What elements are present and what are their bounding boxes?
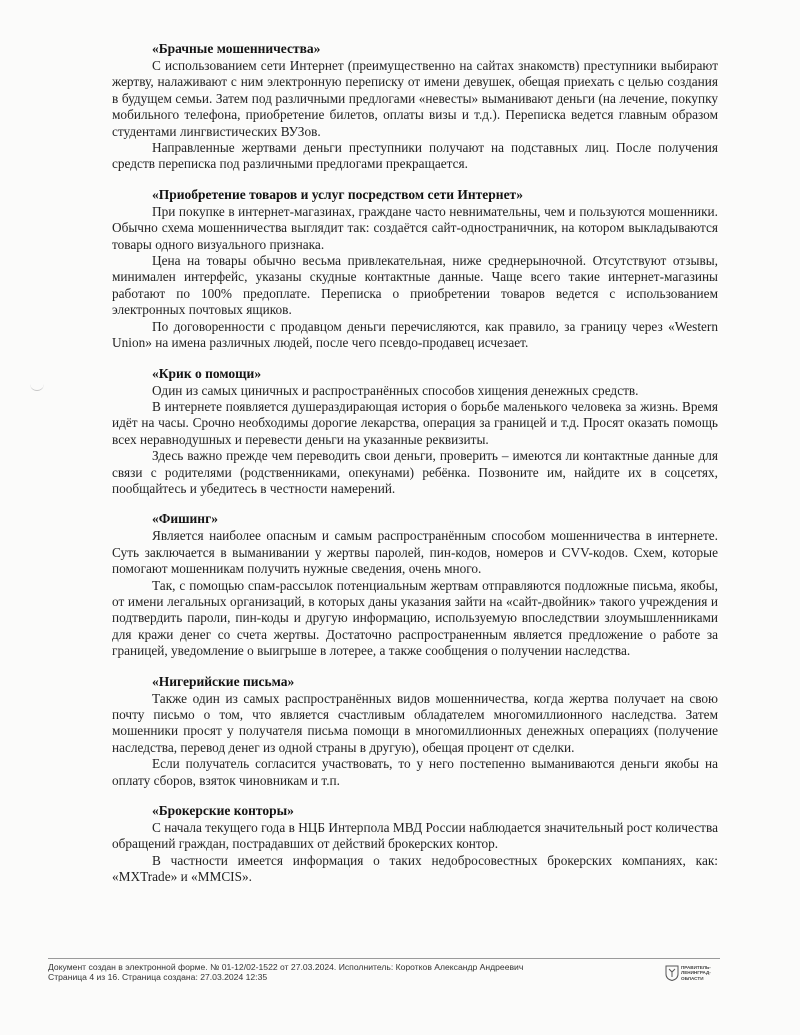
document-body bbox=[112, 40, 718, 899]
section-heading: «Приобретение товаров и услуг посредством сети Интернет» bbox=[152, 186, 523, 202]
government-logo bbox=[665, 964, 725, 986]
section-heading: «Нигерийские письма» bbox=[152, 673, 295, 689]
document-footer bbox=[48, 962, 688, 982]
paragraph: Если получатель согласится участвовать, то у него постепенно выманиваются деньги якобы на оплату сборов, взяток чиновникам и т.п. bbox=[112, 756, 718, 788]
section-heading: «Фишинг» bbox=[152, 511, 218, 527]
paragraph: В интернете появляется душераздирающая история о борьбе маленького человека за жизнь. Время идёт на часы. Срочно необходимы дорогие лекарства, операция за границей и т.д. Просят оказать помощь всех неравнодушных и перевести деньги на указанные реквизиты. bbox=[112, 398, 718, 447]
paragraph: С начала текущего года в НЦБ Интерпола МВД России наблюдается значительный рост количества обращений граждан, пострадавших от действий брокерских контор. bbox=[112, 820, 718, 852]
footer-divider bbox=[48, 958, 720, 959]
emblem-icon bbox=[665, 965, 679, 981]
section-online-shopping bbox=[112, 186, 718, 352]
section-marriage-fraud bbox=[112, 40, 718, 173]
section-heading: «Крик о помощи» bbox=[152, 365, 262, 381]
paragraph: Один из самых циничных и распространённых способов хищения денежных средств. bbox=[152, 382, 639, 398]
paragraph: По договоренности с продавцом деньги перечисляются, как правило, за границу через «Western Union» на имена различных людей, после чего псевдо-продавец исчезает. bbox=[112, 318, 718, 351]
paragraph: Направленные жертвами деньги преступники получают на подставных лиц. После получения средств переписка под различными предлогами прекращается. bbox=[112, 140, 718, 172]
paragraph: При покупке в интернет-магазинах, граждане часто невнимательны, чем и пользуются мошенники. Обычно схема мошенничества выглядит так: создаётся сайт-одностраничник, на котором выкладываются товары одного визуального признака. bbox=[112, 203, 718, 252]
paragraph: Так, с помощью спам-рассылок потенциальным жертвам отправляются подложные письма, якобы, от имени легальных организаций, в которых даны указания зайти на «сайт-двойник» такого учреждения и подтвердить пароли, пин-коды и другую информацию, используемую впоследствии злоумышленниками для кражи денег со счета жертвы. Достаточно распространенным является предложение о работе за границей, уведомление о выигрыше в лотерее, а также сообщения о получении наследства. bbox=[112, 577, 718, 659]
footer-document-info: Документ создан в электронной форме. № 01-12/02-1522 от 27.03.2024. Исполнитель: Коротков Александр Андреевич bbox=[48, 962, 524, 972]
paragraph: В частности имеется информация о таких недобросовестных брокерских компаниях, как: «MXTrade» и «MMCIS». bbox=[112, 852, 718, 885]
section-phishing bbox=[112, 510, 718, 659]
footer-page-info: Страница 4 из 16. Страница создана: 27.03.2024 12:35 bbox=[48, 972, 268, 982]
paragraph: Также один из самых распространённых видов мошенничества, когда жертва получает на свою почту письмо о том, что является счастливым обладателем многомиллионного наследства. Затем мошенники просят у получателя письма помощи в многомиллионных денежных операциях (получение наследства, перевод денег из одной страны в другую), обещая процент от сделки. bbox=[112, 690, 718, 755]
section-nigerian-letters bbox=[112, 673, 718, 789]
paragraph: Является наиболее опасным и самым распространённым способом мошенничества в интернете. Суть заключается в выманивании у жертвы паролей, пин-кодов, номеров и CVV-кодов. Схем, которые помогают мошенникам получить нужные сведения, очень много. bbox=[112, 528, 718, 577]
section-heading: «Брачные мошенничества» bbox=[152, 41, 321, 56]
paragraph: С использованием сети Интернет (преимущественно на сайтах знакомств) преступники выбирают жертву, налаживают с ним электронную переписку от имени девушек, обещая приехать с целью создания в будущем семьи. Затем под различными предлогами «невесты» выманивают деньги (на лечение, покупку мобильного телефона, приобретение билетов, оплаты визы и т.д.). Переписка ведется главным образом студентами лингвистических ВУЗов. bbox=[112, 58, 718, 139]
paragraph: Цена на товары обычно весьма привлекательная, ниже среднерыночной. Отсутствуют отзывы, минимален интерфейс, указаны скудные контактные данные. Чаще всего такие интернет-магазины работают по 100% предоплате. Переписка о приобретении товаров ведется с использованием электронных почтовых ящиков. bbox=[112, 253, 718, 318]
section-brokerage-offices bbox=[112, 802, 718, 886]
section-heading: «Брокерские конторы» bbox=[152, 803, 294, 819]
paragraph: Здесь важно прежде чем переводить свои деньги, проверить – имеются ли контактные данные для связи с родителями (родственниками, опекунами) ребёнка. Позвоните им, найдите их в соцсетях, пообщайтесь и убедитесь в честности намерений. bbox=[112, 448, 718, 496]
section-cry-for-help bbox=[112, 365, 718, 498]
margin-scan-mark bbox=[30, 384, 44, 391]
logo-caption: ПРАВИТЕЛЬ- ЛЕНИНГРАД- ОБЛАСТИ bbox=[681, 965, 711, 981]
